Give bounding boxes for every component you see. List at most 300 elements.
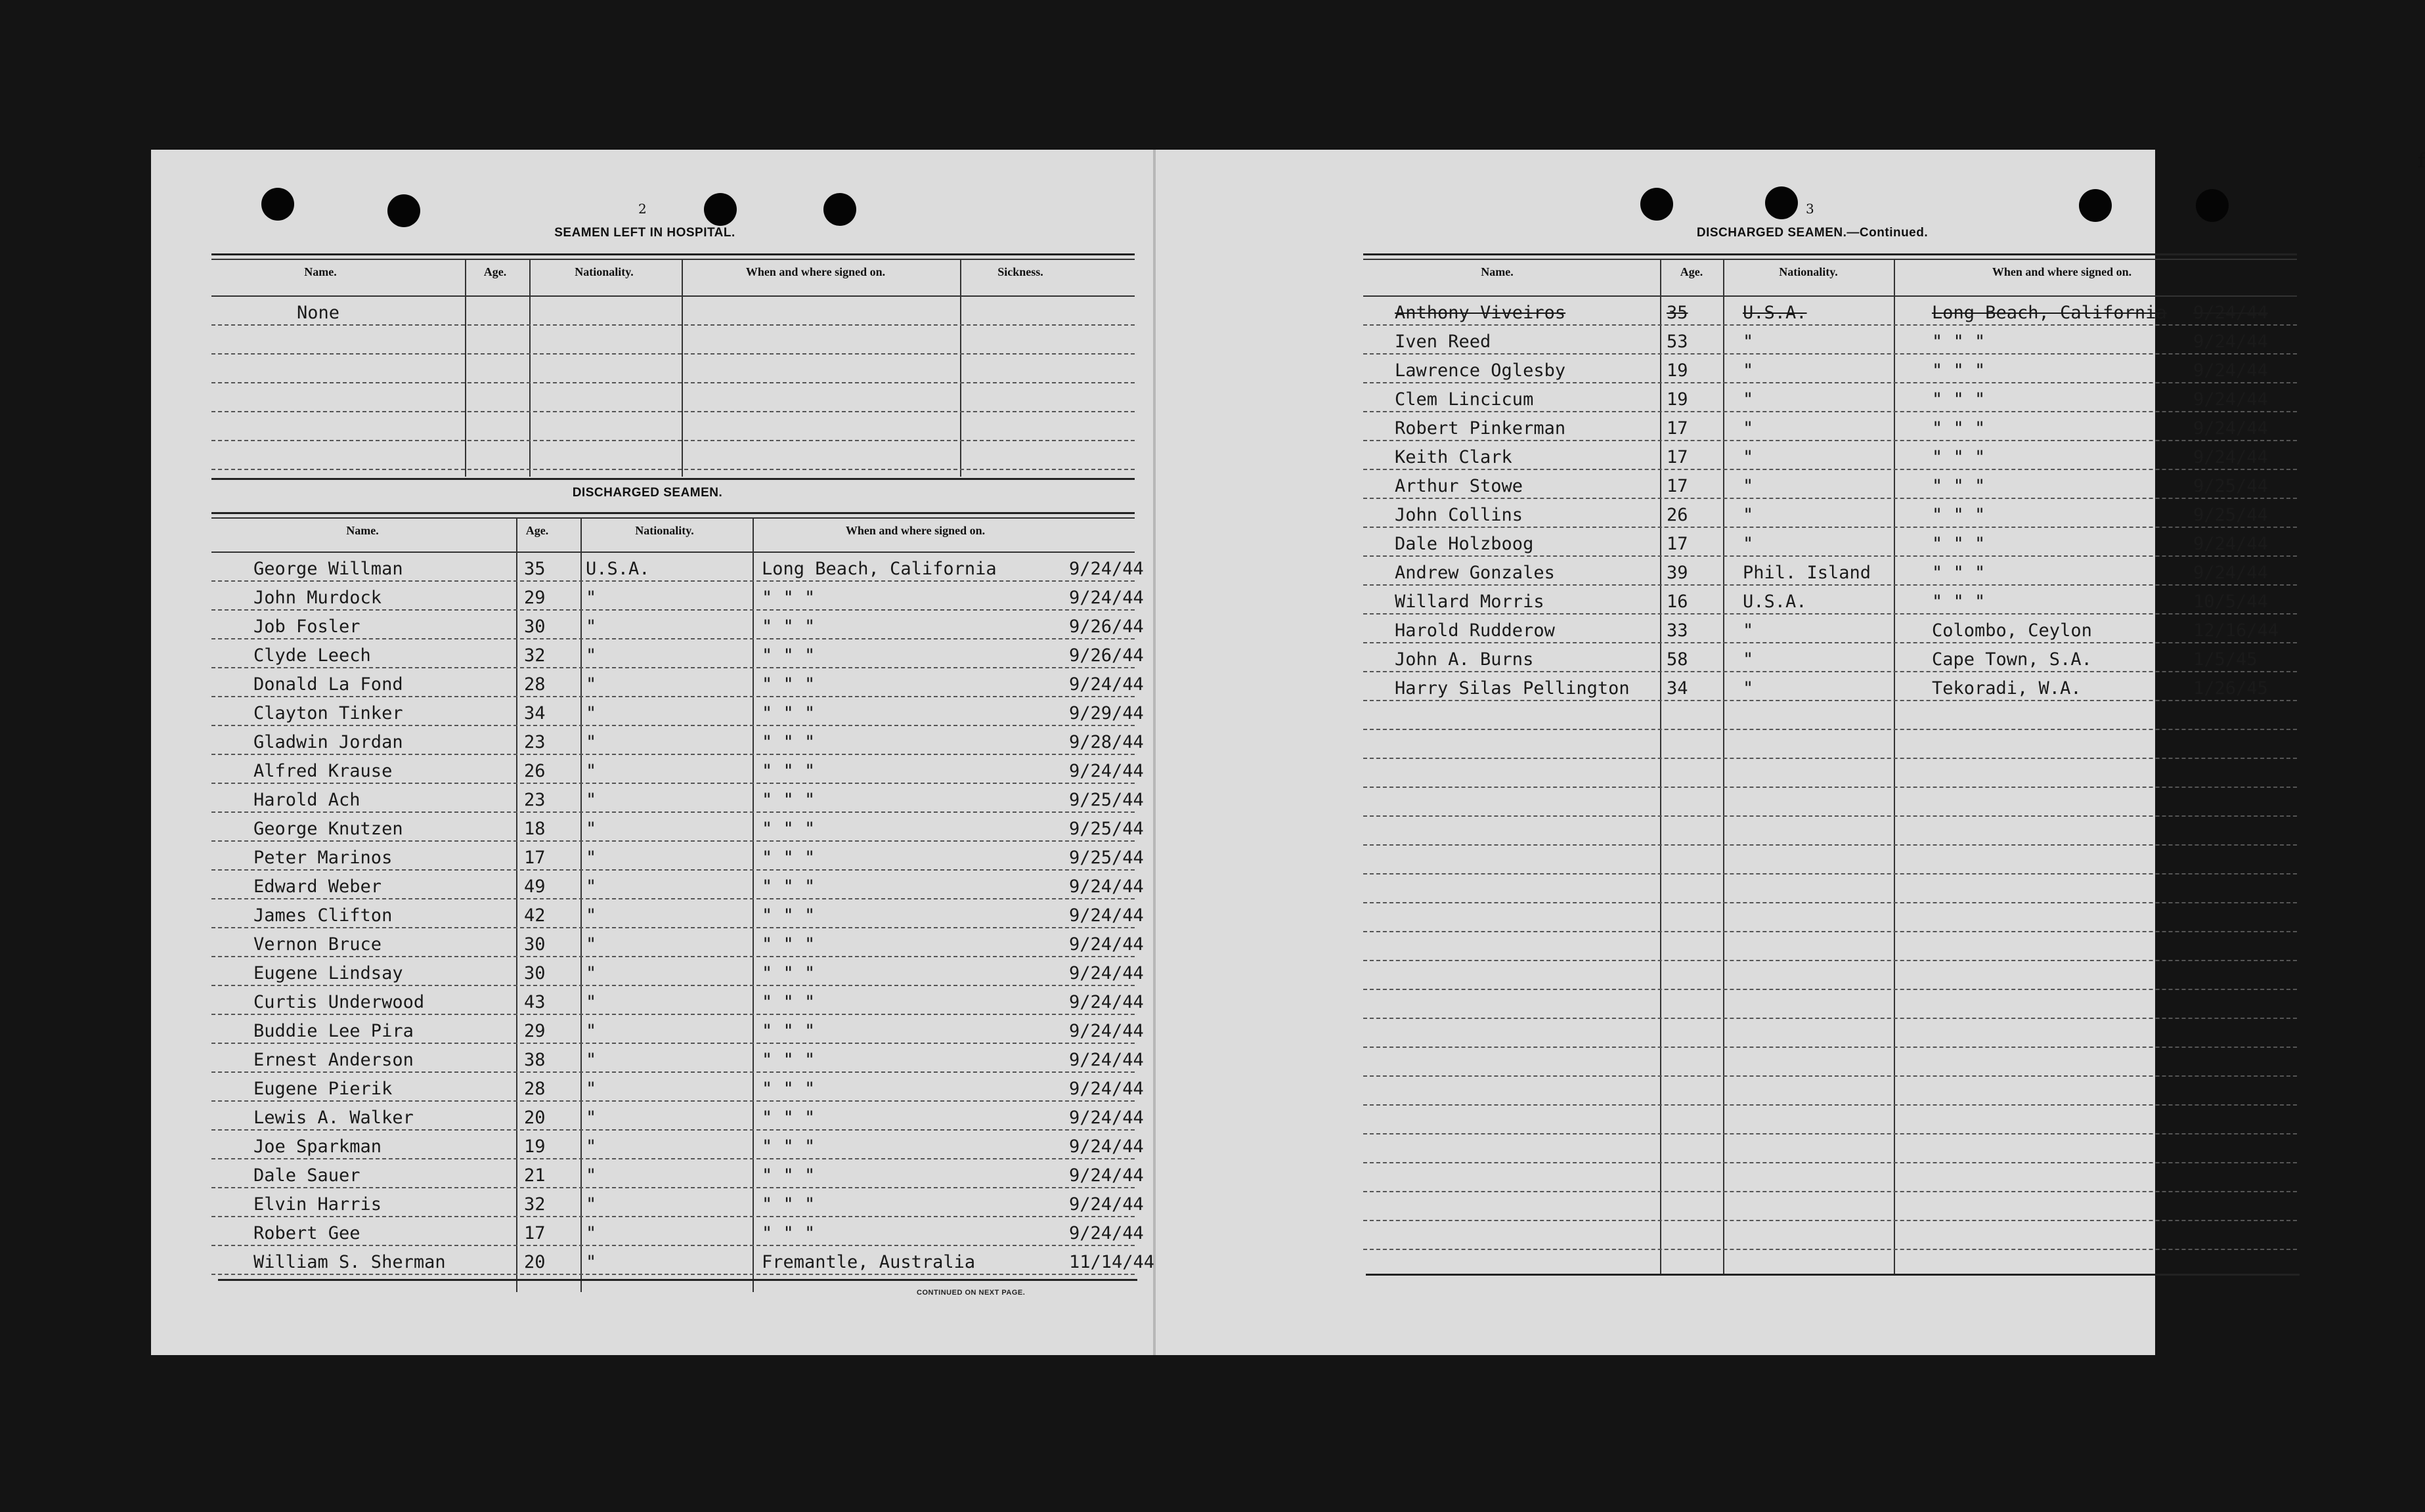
seaman-age: 17 (1667, 418, 1688, 439)
signed-on-date: 9/24/44 (1069, 761, 1144, 781)
seaman-name: Buddie Lee Pira (253, 1021, 414, 1041)
table-row (1363, 759, 2297, 788)
seaman-name: Joe Sparkman (253, 1136, 382, 1157)
signed-on-date: 9/25/44 (1069, 819, 1144, 839)
seaman-nationality: " (586, 934, 597, 955)
signed-on-place: " " " (762, 1165, 816, 1186)
seaman-nationality: " (586, 1223, 597, 1243)
signed-on-date: 9/24/44 (2193, 303, 2268, 323)
seaman-age: 21 (524, 1165, 546, 1186)
seaman-name: Clyde Leech (253, 645, 371, 666)
seaman-age: 20 (524, 1252, 546, 1272)
discharged-section-title: DISCHARGED SEAMEN. (572, 486, 723, 500)
seaman-age: 38 (524, 1050, 546, 1070)
table-row (1363, 990, 2297, 1019)
seaman-name: Peter Marinos (253, 848, 393, 868)
seaman-nationality: " (586, 616, 597, 637)
signed-on-date: 12/16/44 (2193, 620, 2279, 641)
signed-on-date: 9/29/44 (1069, 703, 1144, 724)
seaman-age: 23 (524, 790, 546, 810)
signed-on-place: " " " (1932, 592, 1986, 612)
signed-on-date: 9/24/44 (1069, 674, 1144, 695)
seaman-nationality: " (1743, 534, 1754, 554)
table-row (1363, 846, 2297, 875)
seaman-age: 17 (524, 1223, 546, 1243)
signed-on-date: 11/14/44 (1069, 1252, 1155, 1272)
continued-note: CONTINUED ON NEXT PAGE. (917, 1289, 1026, 1297)
seaman-name: Lewis A. Walker (253, 1108, 414, 1128)
seaman-nationality: " (586, 1252, 597, 1272)
signed-on-date: 9/24/44 (1069, 934, 1144, 955)
signed-on-date: 9/24/44 (2193, 418, 2268, 439)
seaman-age: 29 (524, 588, 546, 608)
row-rule (211, 469, 1135, 470)
page-number: 3 (1806, 201, 1814, 217)
seaman-name: Willard Morris (1395, 592, 1544, 612)
table-row (211, 582, 1144, 611)
col-header-signed-on: When and where signed on. (845, 524, 986, 537)
seaman-nationality: " (586, 645, 597, 666)
table-row (1363, 817, 2297, 846)
signed-on-place: Fremantle, Australia (762, 1252, 976, 1272)
punch-hole (2196, 189, 2229, 222)
seaman-nationality: " (586, 732, 597, 752)
table-row (1363, 586, 2297, 615)
signed-on-place: " " " (762, 1223, 816, 1243)
signed-on-date: 10/5/44 (2193, 592, 2268, 612)
seaman-nationality: " (586, 1136, 597, 1157)
seaman-nationality: " (1743, 418, 1754, 439)
seaman-age: 30 (524, 963, 546, 983)
col-header-age: Age. (483, 265, 507, 278)
signed-on-date: 9/24/44 (1069, 905, 1144, 926)
signed-on-place: " " " (762, 934, 816, 955)
seaman-name: Gladwin Jordan (253, 732, 403, 752)
seaman-nationality: " (586, 1021, 597, 1041)
col-header-signed-on: When and where signed on. (1992, 265, 2132, 278)
seaman-age: 32 (524, 645, 546, 666)
seaman-age: 19 (1667, 389, 1688, 410)
seaman-nationality: " (586, 1108, 597, 1128)
seaman-nationality: " (586, 761, 597, 781)
signed-on-date: 9/24/44 (1069, 1194, 1144, 1215)
table-rule (1366, 1274, 2300, 1276)
signed-on-place: " " " (762, 1021, 816, 1041)
signed-on-date: 9/24/44 (1069, 963, 1144, 983)
table-row (1363, 1192, 2297, 1221)
table-rule (211, 259, 1135, 260)
row-rule (211, 1274, 1135, 1275)
signed-on-place: " " " (762, 963, 816, 983)
table-row (211, 1015, 1144, 1044)
seaman-nationality: " (586, 876, 597, 897)
signed-on-date: 9/24/44 (1069, 1223, 1144, 1243)
table-row (1363, 326, 2297, 355)
seaman-age: 58 (1667, 649, 1688, 670)
col-header-nationality: Nationality. (575, 265, 634, 278)
seaman-name: Harold Ach (253, 790, 360, 810)
seaman-nationality: " (586, 819, 597, 839)
seaman-age: 49 (524, 876, 546, 897)
seaman-age: 35 (1667, 303, 1688, 323)
seaman-name: George Knutzen (253, 819, 403, 839)
table-row (211, 899, 1144, 928)
seaman-age: 20 (524, 1108, 546, 1128)
seaman-name: Vernon Bruce (253, 934, 382, 955)
signed-on-date: 1/5/45 (2193, 649, 2258, 670)
punch-hole (1765, 186, 1798, 219)
seaman-name: Iven Reed (1395, 332, 1491, 352)
signed-on-date: 9/25/44 (1069, 790, 1144, 810)
punch-hole (2079, 189, 2112, 222)
table-row (211, 1217, 1144, 1246)
seaman-name: Eugene Pierik (253, 1079, 393, 1099)
col-header-sickness: Sickness. (997, 265, 1043, 278)
signed-on-place: " " " (762, 588, 816, 608)
signed-on-date: 9/24/44 (2193, 563, 2268, 583)
seaman-nationality: " (586, 905, 597, 926)
document-sheet (151, 150, 2425, 1355)
signed-on-place: Colombo, Ceylon (1932, 620, 2092, 641)
seaman-age: 28 (524, 1079, 546, 1099)
punch-hole (704, 193, 737, 226)
seaman-age: 19 (1667, 360, 1688, 381)
seaman-name: Andrew Gonzales (1395, 563, 1555, 583)
seaman-nationality: " (1743, 476, 1754, 496)
table-row (211, 928, 1144, 957)
seaman-nationality: " (1743, 620, 1754, 641)
signed-on-place: " " " (762, 616, 816, 637)
signed-on-place: " " " (1932, 447, 1986, 467)
table-row (211, 813, 1144, 842)
seaman-nationality: " (586, 674, 597, 695)
seaman-age: 43 (524, 992, 546, 1012)
signed-on-place: " " " (762, 1108, 816, 1128)
signed-on-date: 9/24/44 (1069, 1021, 1144, 1041)
seaman-nationality: U.S.A. (586, 559, 650, 579)
col-header-nationality: Nationality. (635, 524, 694, 537)
table-row (211, 412, 1135, 441)
table-row (1363, 730, 2297, 759)
signed-on-date: 9/24/44 (2193, 534, 2268, 554)
seaman-nationality: " (586, 1050, 597, 1070)
signed-on-date: 9/24/44 (1069, 1136, 1144, 1157)
table-row (211, 697, 1144, 726)
col-header-name: Name. (346, 524, 379, 537)
table-row (1363, 412, 2297, 441)
table-row (211, 611, 1144, 639)
seaman-name: Harold Rudderow (1395, 620, 1555, 641)
punch-hole (823, 193, 856, 226)
signed-on-date: 9/24/44 (1069, 559, 1144, 579)
table-row (211, 1246, 1155, 1275)
table-row (211, 1188, 1144, 1217)
seaman-nationality: " (586, 1165, 597, 1186)
seaman-nationality: " (586, 1079, 597, 1099)
signed-on-date: 9/28/44 (1069, 732, 1144, 752)
seaman-name: Dale Sauer (253, 1165, 360, 1186)
table-row (211, 986, 1144, 1015)
seaman-age: 53 (1667, 332, 1688, 352)
table-row (211, 297, 1135, 326)
signed-on-place: " " " (1932, 505, 1986, 525)
table-row (1363, 297, 2297, 326)
table-row (211, 1131, 1144, 1159)
signed-on-date: 9/25/44 (2193, 505, 2268, 525)
table-row (211, 326, 1135, 355)
table-row (211, 1102, 1144, 1131)
signed-on-place: Long Beach, California (762, 559, 997, 579)
table-row (1363, 441, 2297, 470)
seaman-nationality: " (586, 790, 597, 810)
table-row (1363, 1106, 2297, 1134)
seaman-nationality: " (586, 963, 597, 983)
signed-on-place: " " " (762, 645, 816, 666)
signed-on-place: " " " (1932, 389, 1986, 410)
table-row (1363, 528, 2297, 557)
table-row (211, 639, 1144, 668)
table-row (1363, 903, 2297, 932)
seaman-age: 17 (1667, 447, 1688, 467)
col-header-age: Age. (525, 524, 549, 537)
seaman-name: None (297, 303, 340, 323)
signed-on-date: 9/26/44 (1069, 616, 1144, 637)
table-row (211, 553, 1144, 582)
signed-on-date: 9/24/44 (2193, 332, 2268, 352)
signed-on-date: 9/24/44 (1069, 992, 1144, 1012)
table-row (1363, 355, 2297, 383)
signed-on-date: 9/24/44 (1069, 1050, 1144, 1070)
discharged-continued-title: DISCHARGED SEAMEN.—Continued. (1696, 226, 1929, 240)
seaman-name: Anthony Viveiros (1395, 303, 1566, 323)
seaman-name: Ernest Anderson (253, 1050, 414, 1070)
seaman-name: Clayton Tinker (253, 703, 403, 724)
table-row (1363, 932, 2297, 961)
table-row (211, 784, 1144, 813)
signed-on-place: " " " (762, 876, 816, 897)
signed-on-place: " " " (1932, 534, 1986, 554)
seaman-name: Alfred Krause (253, 761, 393, 781)
seaman-age: 33 (1667, 620, 1688, 641)
table-row (1363, 1019, 2297, 1048)
seaman-age: 17 (524, 848, 546, 868)
seaman-name: John Collins (1395, 505, 1523, 525)
seaman-nationality: " (586, 992, 597, 1012)
seaman-name: Arthur Stowe (1395, 476, 1523, 496)
seaman-age: 23 (524, 732, 546, 752)
seaman-name: James Clifton (253, 905, 393, 926)
seaman-name: Robert Pinkerman (1395, 418, 1566, 439)
table-row (1363, 470, 2297, 499)
table-row (1363, 557, 2297, 586)
seaman-age: 16 (1667, 592, 1688, 612)
signed-on-place: " " " (762, 1136, 816, 1157)
seaman-age: 34 (524, 703, 546, 724)
signed-on-date: 9/26/44 (1069, 645, 1144, 666)
signed-on-date: 9/24/44 (1069, 1108, 1144, 1128)
table-row (211, 842, 1144, 871)
seaman-nationality: " (1743, 649, 1754, 670)
signed-on-date: 9/25/44 (2193, 476, 2268, 496)
seaman-nationality: U.S.A. (1743, 592, 1807, 612)
seaman-nationality: U.S.A. (1743, 303, 1807, 323)
table-row (211, 383, 1135, 412)
table-row (1363, 1048, 2297, 1077)
table-row (211, 957, 1144, 986)
table-rule (218, 1279, 1137, 1281)
signed-on-place: " " " (1932, 332, 1986, 352)
signed-on-date: 9/24/44 (2193, 447, 2268, 467)
seaman-age: 28 (524, 674, 546, 695)
table-row (211, 1044, 1144, 1073)
signed-on-date: 1/26/45 (2193, 678, 2268, 699)
seaman-name: Job Fosler (253, 616, 360, 637)
seaman-age: 30 (524, 934, 546, 955)
signed-on-place: " " " (762, 1050, 816, 1070)
signed-on-place: " " " (1932, 476, 1986, 496)
seaman-age: 29 (524, 1021, 546, 1041)
col-header-nationality: Nationality. (1779, 265, 1838, 278)
seaman-nationality: " (586, 588, 597, 608)
seaman-name: Keith Clark (1395, 447, 1512, 467)
punch-hole (261, 188, 294, 221)
table-rule (211, 253, 1135, 255)
signed-on-place: " " " (1932, 563, 1986, 583)
table-row (211, 668, 1144, 697)
table-row (211, 441, 1135, 470)
seaman-name: Clem Lincicum (1395, 389, 1534, 410)
seaman-age: 30 (524, 616, 546, 637)
seaman-nationality: " (1743, 447, 1754, 467)
signed-on-place: " " " (762, 703, 816, 724)
table-row (211, 1073, 1144, 1102)
table-row (1363, 788, 2297, 817)
signed-on-date: 9/24/44 (1069, 1079, 1144, 1099)
seaman-nationality: " (586, 848, 597, 868)
punch-hole (387, 194, 420, 227)
signed-on-date: 9/25/44 (1069, 848, 1144, 868)
col-header-name: Name. (1481, 265, 1514, 278)
seaman-name: Eugene Lindsay (253, 963, 403, 983)
seaman-age: 42 (524, 905, 546, 926)
signed-on-place: " " " (762, 1079, 816, 1099)
table-row (1363, 1221, 2297, 1250)
signed-on-place: " " " (762, 819, 816, 839)
table-row (211, 355, 1135, 383)
seaman-age: 35 (524, 559, 546, 579)
seaman-age: 32 (524, 1194, 546, 1215)
seaman-name: Dale Holzboog (1395, 534, 1534, 554)
table-rule (211, 478, 1135, 480)
signed-on-place: Tekoradi, W.A. (1932, 678, 2082, 699)
table-row (211, 1159, 1144, 1188)
page-number: 2 (638, 201, 647, 217)
table-row (1363, 875, 2297, 903)
seaman-name: Elvin Harris (253, 1194, 382, 1215)
signed-on-place: " " " (762, 848, 816, 868)
seaman-name: John Murdock (253, 588, 382, 608)
seaman-age: 26 (1667, 505, 1688, 525)
seaman-name: Lawrence Oglesby (1395, 360, 1566, 381)
seaman-name: George Willman (253, 559, 403, 579)
table-row (1363, 672, 2297, 701)
table-row (211, 755, 1144, 784)
col-header-name: Name. (304, 265, 337, 278)
signed-on-place: Long Beach, California (1932, 303, 2167, 323)
seaman-name: Edward Weber (253, 876, 382, 897)
signed-on-date: 9/24/44 (1069, 1165, 1144, 1186)
table-row (1363, 701, 2297, 730)
table-row (1363, 1163, 2297, 1192)
seaman-name: John A. Burns (1395, 649, 1534, 670)
col-header-age: Age. (1680, 265, 1703, 278)
seaman-name: Harry Silas Pellington (1395, 678, 1630, 699)
seaman-age: 18 (524, 819, 546, 839)
table-row (1363, 615, 2297, 643)
seaman-age: 39 (1667, 563, 1688, 583)
page-fold (1153, 150, 1156, 1355)
seaman-age: 17 (1667, 476, 1688, 496)
signed-on-date: 9/24/44 (2193, 389, 2268, 410)
signed-on-date: 9/24/44 (1069, 876, 1144, 897)
table-rule (1363, 253, 2297, 255)
row-rule (1363, 1249, 2297, 1250)
col-header-signed-on: When and where signed on. (745, 265, 886, 278)
signed-on-place: " " " (762, 992, 816, 1012)
signed-on-place: " " " (1932, 418, 1986, 439)
corner-mark: f (2418, 150, 2425, 173)
seaman-age: 17 (1667, 534, 1688, 554)
signed-on-date: 9/24/44 (1069, 588, 1144, 608)
table-row (1363, 383, 2297, 412)
table-row (1363, 643, 2297, 672)
table-row (211, 871, 1144, 899)
seaman-nationality: " (1743, 332, 1754, 352)
seaman-age: 19 (524, 1136, 546, 1157)
table-rule (211, 512, 1135, 514)
table-row (211, 726, 1144, 755)
punch-hole (1640, 188, 1673, 221)
seaman-name: William S. Sherman (253, 1252, 446, 1272)
table-row (1363, 1134, 2297, 1163)
signed-on-date: 9/24/44 (2193, 360, 2268, 381)
table-row (1363, 961, 2297, 990)
seaman-age: 34 (1667, 678, 1688, 699)
seaman-nationality: Phil. Island (1743, 563, 1871, 583)
signed-on-place: Cape Town, S.A. (1932, 649, 2092, 670)
table-rule (1363, 259, 2297, 260)
table-rule (211, 517, 1135, 519)
signed-on-place: " " " (762, 1194, 816, 1215)
seaman-nationality: " (586, 1194, 597, 1215)
table-row (1363, 499, 2297, 528)
seaman-nationality: " (1743, 678, 1754, 699)
seaman-nationality: " (1743, 505, 1754, 525)
signed-on-place: " " " (762, 761, 816, 781)
seaman-age: 26 (524, 761, 546, 781)
signed-on-place: " " " (762, 790, 816, 810)
signed-on-place: " " " (1932, 360, 1986, 381)
seaman-nationality: " (586, 703, 597, 724)
signed-on-place: " " " (762, 732, 816, 752)
seaman-nationality: " (1743, 389, 1754, 410)
table-row (1363, 1077, 2297, 1106)
seaman-name: Robert Gee (253, 1223, 360, 1243)
seaman-name: Donald La Fond (253, 674, 403, 695)
seaman-name: Curtis Underwood (253, 992, 425, 1012)
seaman-nationality: " (1743, 360, 1754, 381)
hospital-section-title: SEAMEN LEFT IN HOSPITAL. (554, 226, 735, 240)
